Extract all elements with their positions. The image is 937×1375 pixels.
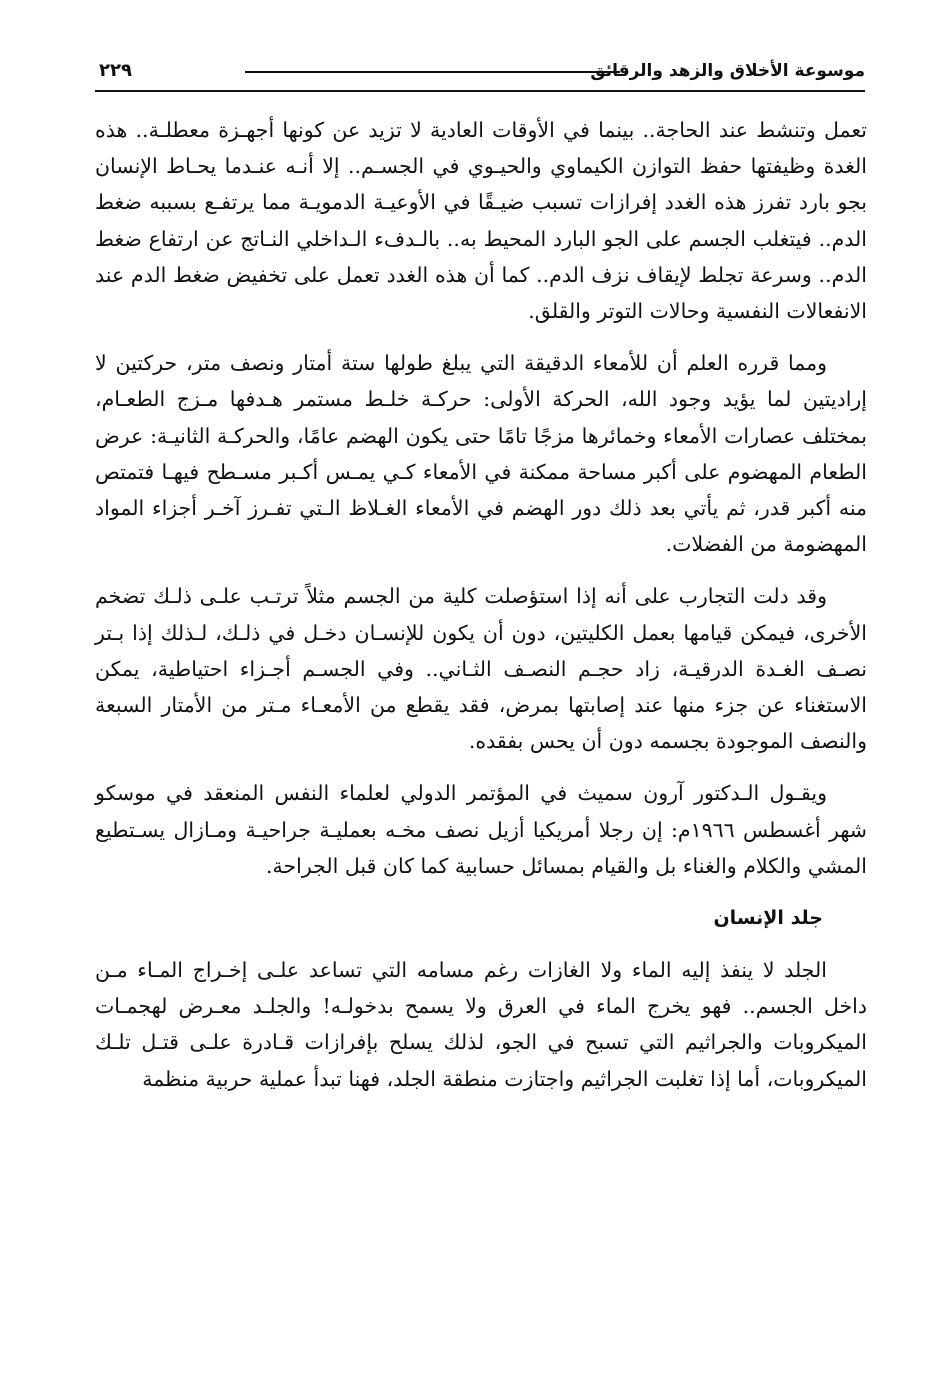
paragraph-kidneys: وقد دلت التجارب على أنه إذا استؤصلت كلية من الجسم مثلاً ترتـب علـى ذلـك تضخم الأخرى، فيمكن قيامها بعمل الكليتين، دون أن يكون للإنسـان دخـل في ذلـك، لـذلك إذا بـتر نصـف الغـدة الدرقيـة، زاد حجـم النصـف الثـاني.. وفي الجسـم أجـزاء احتياطية، يمكن الاستغناء عن جزء منها عند إصابتها بمرض، فقد يقطع من الأمعـاء مـتر من الأمتار السبعة والنصف الموجودة بجسمه دون أن يحس بفقده. [95,584,867,754]
paragraph-gap [95,562,867,578]
paragraph-gap [95,936,867,952]
page-body [95,112,867,1097]
header-dash-line [245,71,620,73]
paragraph-endocrine-glands: تعمل وتنشط عند الحاجة.. بينما في الأوقات العادية لا تزيد عن كونها أجهـزة معطلـة.. هذه الغدة وظيفتها حفظ التوازن الكيماوي والحيـوي في الجسـم.. إلا أنـه عنـدما يحـاط الإنسان بجو بارد تفرز هذه الغدد إفرازات تسبب ضيـقًا في الأوعيـة الدمويـة مما يرتفـع بسببه ضغط الدم.. فيتغلب الجسم على الجو البارد المحيط به.. بالـدفء الـداخلي النـاتج عن ارتفاع ضغط الدم.. وسرعة تجلط لإيقاف نزف الدم.. كما أن هذه الغدد تعمل على تخفيض ضغط الدم عند الانفعالات النفسية وحالات التوتر والقلق. [95,118,867,324]
paragraph-brain-surgery: ويقـول الـدكتور آرون سميث في المؤتمر الدولي لعلماء النفس المنعقد في موسكو شهر أغسطس ١٩٦٦م: إن رجلا أمريكيا أزيل نصف مخـه بعمليـة جراحيـة ومـازال يسـتطيع المشي والكلام والغناء بل والقيام بمسائل حسابية كما كان قبل الجراحة. [95,781,867,878]
paragraph-skin: الجلد لا ينفذ إليه الماء ولا الغازات رغم مسامه التي تساعد علـى إخـراج المـاء مـن داخل الجسم.. فهو يخرج الماء في العرق ولا يسمح بدخولـه! والجلـد معـرض لهجمـات الميكروبات والجراثيم التي تسبح في الجو، لذلك يسلح بإفرازات قـادرة علـى قتـل تلـك الميكروبات، أما إذا تغلبت الجراثيم واجتازت منطقة الجلد، فهنا تبدأ عملية حربية منظمة [95,958,867,1091]
header-rule [95,90,865,92]
book-title: موسوعة الأخلاق والزهد والرقائق [590,61,865,81]
page-number: ٢٢٩ [99,60,132,81]
paragraph-gap [95,759,867,775]
paragraph-gap [95,329,867,345]
page-header [95,58,865,94]
section-heading: جلد الإنسان [713,907,823,930]
paragraph-small-intestine: ومما قرره العلم أن للأمعاء الدقيقة التي يبلغ طولها ستة أمتار ونصف متر، حركتين لا إراديتين لما يؤيد وجود الله، الحركة الأولى: حركـة خلـط مستمر هـدفها مـزج الطعـام، بمختلف عصارات الأمعاء وخمائرها مزجًا تامًا حتى يكون الهضم عامًا، والحركـة الثانيـة: عرض الطعام المهضوم على أكبر مساحة ممكنة في الأمعاء كـي يمـس أكـبر مسـطح فيهـا فتمتص منه أكبر قدر، ثم يأتي بعد ذلك دور الهضم في الأمعاء الغـلاظ الـتي تفـرز آخـر أجزاء المواد المهضومة من الفضلات. [95,351,867,557]
paragraph-gap [95,884,867,900]
